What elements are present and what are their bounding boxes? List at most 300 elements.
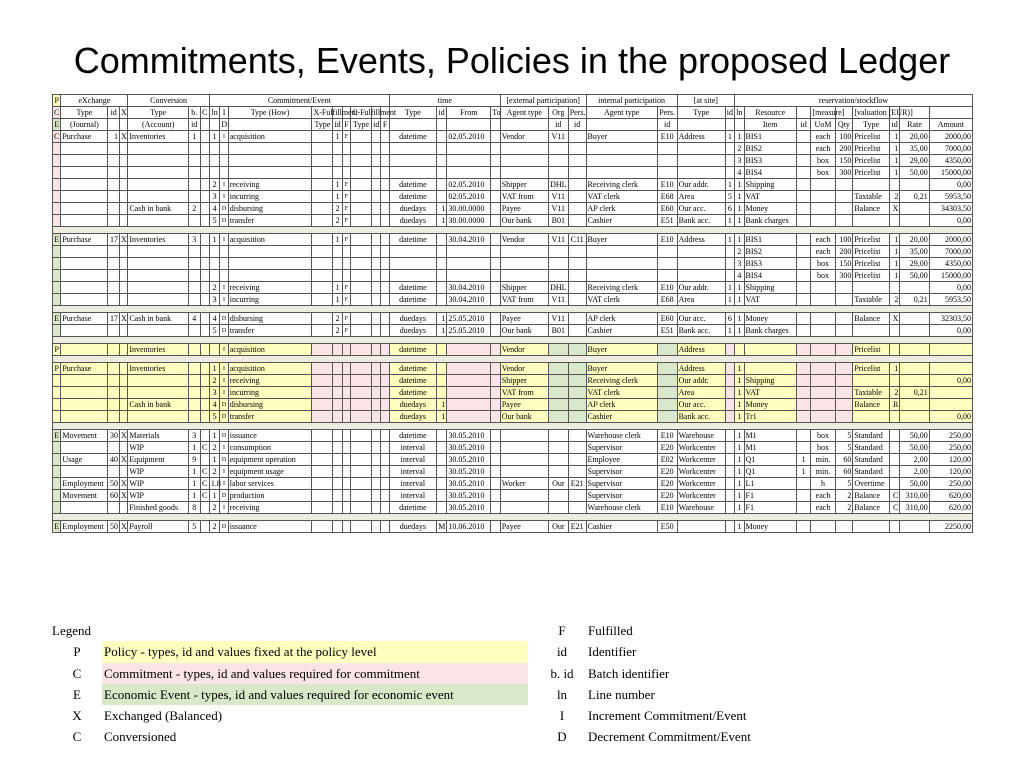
table-cell: VAT [744,294,796,306]
table-cell [312,387,333,399]
legend [52,620,532,748]
table-cell: Money [744,313,796,325]
legend-text: Economic Event - types, id and values required for economic event [102,684,528,705]
table-cell [381,131,389,143]
table-cell [312,430,333,442]
table-cell [796,325,811,337]
table-cell [312,270,333,282]
table-cell [835,387,853,399]
table-cell: 5953,50 [929,294,972,306]
table-cell: Payee [500,203,548,215]
table-cell [811,387,835,399]
table-cell: datetime [389,502,436,514]
table-cell: Purchase [61,234,108,246]
table-cell [796,179,811,191]
table-cell [312,155,333,167]
table-cell [200,363,209,375]
table-cell: 15000,00 [929,167,972,179]
table-cell [200,344,209,356]
table-cell: Cash in bank [128,399,189,411]
table-cell [189,399,201,411]
table-cell: 1 [725,179,734,191]
header-cell: X-Fulfillment [313,107,358,117]
table-cell: 30.00.0000 [447,203,491,215]
table-cell: Money [744,203,796,215]
table-cell: 30.05.2010 [447,466,491,478]
table-cell [796,167,811,179]
table-cell [657,375,677,387]
table-cell [677,167,725,179]
table-cell [351,258,372,270]
table-cell [333,387,342,399]
table-row [53,454,973,466]
table-cell [372,313,381,325]
table-cell [200,215,209,227]
table-cell [548,258,568,270]
table-cell: D [220,430,228,442]
table-cell [372,344,381,356]
table-cell: Movement [61,490,108,502]
table-cell: Our acc. [677,313,725,325]
table-cell: Employment [61,478,108,490]
table-cell [342,466,350,478]
ledger-table [52,94,973,533]
legend-key: E [73,686,81,702]
table-cell: 1 [735,490,744,502]
table-cell [209,270,219,282]
table-cell [200,375,209,387]
table-cell: P [54,344,59,354]
header-cell: ln [209,107,219,119]
table-cell: 310,00 [900,490,929,502]
table-cell [811,294,835,306]
table-cell: duedays [389,325,436,337]
table-cell: datetime [389,131,436,143]
table-cell [853,282,890,294]
table-cell [900,375,929,387]
table-cell [389,270,436,282]
table-cell: 60 [835,454,853,466]
header-cell: UoM [811,119,835,131]
table-cell [342,155,350,167]
table-cell [436,143,446,155]
table-cell [189,258,201,270]
header-cell: id [726,107,734,117]
table-cell: consumption [228,442,312,454]
table-cell: Employee [586,454,657,466]
table-cell: E68 [657,191,677,203]
table-cell [900,521,929,533]
table-cell [351,521,372,533]
table-cell [342,246,350,258]
table-cell: I [220,502,228,514]
table-cell [342,143,350,155]
header-cell [796,107,811,119]
legend-item [540,705,790,726]
table-cell [189,155,201,167]
table-cell: WIP [128,490,189,502]
header-cell: Type [128,107,189,119]
table-cell [491,490,500,502]
table-cell [796,155,811,167]
table-cell: C [889,502,899,514]
table-cell [835,215,853,227]
table-cell [312,203,333,215]
table-cell [119,179,127,191]
table-cell: 1 [189,466,201,478]
table-cell [372,234,381,246]
table-cell [53,375,61,387]
table-cell: VAT [744,387,796,399]
table-cell [351,155,372,167]
table-cell [796,375,811,387]
table-cell [568,375,586,387]
table-cell [351,478,372,490]
table-cell [119,282,127,294]
table-cell: 0,00 [929,282,972,294]
header-cell [586,119,657,131]
header-cell: Type [389,107,436,119]
table-cell [568,131,586,143]
table-cell: 30.04.2010 [447,234,491,246]
table-cell [119,191,127,203]
table-cell: Bank charges [744,325,796,337]
table-cell: Workcenter [677,490,725,502]
table-cell [389,258,436,270]
table-cell [725,411,734,423]
header-cell [228,119,312,131]
table-cell: I [220,234,228,246]
table-cell: 2 [889,387,899,399]
table-cell [796,399,811,411]
table-cell: 4 [735,167,744,179]
table-cell [200,282,209,294]
table-cell: 100 [835,234,853,246]
table-cell [725,442,734,454]
table-cell [189,363,201,375]
table-cell [312,363,333,375]
table-cell: 1 [725,282,734,294]
table-cell: Receiving clerk [586,179,657,191]
table-cell: F1 [744,502,796,514]
table-cell [568,430,586,442]
table-cell: each [811,502,835,514]
table-cell: I [220,294,228,306]
table-cell [548,466,568,478]
table-cell: 2 [735,143,744,155]
table-cell [53,442,61,454]
table-cell [796,282,811,294]
table-cell: 0,21 [900,191,929,203]
table-cell: Warehouse clerk [586,430,657,442]
table-cell [568,282,586,294]
table-cell [796,294,811,306]
table-cell [889,325,899,337]
table-cell [491,179,500,191]
table-cell: E20 [657,466,677,478]
table-cell [128,167,189,179]
table-cell: Shipping [744,375,796,387]
header-cell: Resource [744,107,796,119]
table-cell: 1 [889,258,899,270]
header-cell: id [189,119,201,131]
table-cell: 60 [835,466,853,478]
table-cell: F [342,179,350,191]
table-cell [220,246,228,258]
table-cell [900,215,929,227]
table-cell: Inventories [128,131,189,143]
table-cell: 2 [209,442,219,454]
table-cell: 6 [725,203,734,215]
table-cell: 6 [725,313,734,325]
table-cell: 50,00 [900,478,929,490]
legend-key: b. id [550,665,574,681]
table-cell [796,502,811,514]
header-cell: From [447,107,491,119]
table-row [53,167,973,179]
table-cell: 200 [835,246,853,258]
table-cell: 0,21 [900,294,929,306]
table-cell [500,155,548,167]
table-cell [568,143,586,155]
table-cell: box [811,258,835,270]
table-cell: Payee [500,521,548,533]
table-cell [811,313,835,325]
table-cell [568,502,586,514]
table-cell: E [54,234,60,244]
legend-key: P [73,644,81,660]
table-cell [342,375,350,387]
table-cell [53,143,61,155]
table-cell: E10 [657,131,677,143]
table-cell: 4 [209,203,219,215]
table-cell: duedays [389,313,436,325]
table-cell: 1 [735,131,744,143]
legend-text: Commitment - types, id and values required for commitment [102,663,528,684]
table-cell: Address [677,131,725,143]
table-cell [189,191,201,203]
table-cell: 2,00 [900,466,929,478]
table-cell: Our acc. [677,203,725,215]
table-cell [548,411,568,423]
table-cell: Finished goods [128,502,189,514]
table-cell [548,143,568,155]
table-cell [568,399,586,411]
table-cell: Balance [853,502,890,514]
table-cell: F [342,294,350,306]
table-cell: disbursing [228,203,312,215]
table-cell [491,155,500,167]
table-cell: 1 [735,325,744,337]
table-cell [796,270,811,282]
table-cell: D [220,313,228,325]
table-cell [119,363,127,375]
table-cell: Workcenter [677,454,725,466]
table-cell: 2 [889,294,899,306]
table-cell [381,143,389,155]
table-cell [929,363,972,375]
table-cell [108,387,120,399]
header-row [53,107,973,119]
table-cell [725,466,734,478]
table-cell: E [54,430,60,440]
table-cell: Payee [500,313,548,325]
table-cell: each [811,131,835,143]
table-cell [53,246,61,258]
table-cell [108,203,120,215]
table-cell: E20 [657,490,677,502]
table-cell [889,411,899,423]
table-cell: 30.05.2010 [447,478,491,490]
table-cell [500,490,548,502]
separator-cell [53,423,973,430]
table-cell [436,167,446,179]
table-cell: 1 [725,131,734,143]
table-cell [436,131,446,143]
table-cell: X [120,454,127,464]
table-cell: 1 [189,478,201,490]
table-cell [835,363,853,375]
header-cell [200,119,209,131]
table-cell: 7000,00 [929,143,972,155]
table-cell: VAT from [500,387,548,399]
table-cell [796,246,811,258]
table-cell: E10 [657,179,677,191]
table-cell: Supervisor [586,478,657,490]
table-cell [372,454,381,466]
legend-text: Exchanged (Balanced) [104,708,223,724]
table-cell: AP clerk [586,313,657,325]
legend-text: Line number [588,686,655,702]
table-cell: BIS2 [744,246,796,258]
separator-row [53,227,973,234]
table-cell: 30.00.0000 [447,215,491,227]
table-cell: 25.05.2010 [447,313,491,325]
table-cell [61,167,108,179]
table-cell [725,363,734,375]
table-cell [351,363,372,375]
table-cell: box [811,430,835,442]
table-cell: V11 [548,294,568,306]
table-cell: 1 [889,234,899,246]
table-cell [53,466,61,478]
table-cell [128,246,189,258]
table-cell [447,399,491,411]
table-cell: BIS4 [744,270,796,282]
table-cell: 1 [333,294,342,306]
table-cell [725,454,734,466]
table-cell: 620,00 [929,502,972,514]
table-cell [372,490,381,502]
table-cell [491,191,500,203]
legend-key: id [556,644,568,660]
table-cell [372,131,381,143]
table-cell [61,215,108,227]
table-cell: 1 [735,478,744,490]
table-cell: D [220,490,228,502]
table-row [53,399,973,411]
table-cell: 02.05.2010 [447,131,491,143]
table-cell: datetime [389,191,436,203]
table-cell: Buyer [586,131,657,143]
table-cell [53,454,61,466]
table-cell [351,215,372,227]
table-cell [491,215,500,227]
table-cell [209,167,219,179]
table-cell: X [889,313,899,325]
table-cell: 1 [735,363,744,375]
table-cell [351,270,372,282]
table-cell: Standard [853,442,890,454]
table-cell [200,430,209,442]
table-cell [342,270,350,282]
table-cell [228,155,312,167]
table-cell [200,399,209,411]
table-cell [209,258,219,270]
legend-item [52,726,532,747]
table-cell: Overtime [853,478,890,490]
table-cell: 2000,00 [929,131,972,143]
table-cell [53,155,61,167]
table-cell [725,155,734,167]
table-cell: Area [677,294,725,306]
table-cell: VAT from [500,294,548,306]
table-cell [853,179,890,191]
table-cell: 8 [189,502,201,514]
table-cell: interval [389,490,436,502]
table-cell [228,258,312,270]
table-cell: 3 [189,430,201,442]
table-cell [568,344,586,356]
table-cell [835,344,853,356]
table-cell [586,258,657,270]
table-cell [312,521,333,533]
table-cell [108,258,120,270]
table-cell: 0,00 [929,179,972,191]
header-cell: Pers. [569,107,586,117]
table-cell: 2 [209,179,219,191]
table-cell: F1 [744,490,796,502]
legend-text: Batch identifier [588,665,670,681]
table-cell [568,490,586,502]
table-cell: Our acc. [677,399,725,411]
table-cell: E68 [657,294,677,306]
table-cell [108,143,120,155]
table-cell: box [811,155,835,167]
table-cell [447,167,491,179]
table-cell: receiving [228,375,312,387]
table-cell: 250,00 [929,478,972,490]
table-row [53,478,973,490]
table-cell [189,325,201,337]
table-cell: Worker [500,478,548,490]
table-cell [568,258,586,270]
table-cell: E20 [657,478,677,490]
table-cell: X [889,203,899,215]
table-cell [372,203,381,215]
table-cell: F [342,234,350,246]
table-cell: WIP [128,466,189,478]
table-cell: incurring [228,387,312,399]
table-cell: I [220,375,228,387]
table-row [53,215,973,227]
table-cell: 9 [189,454,201,466]
table-cell [61,502,108,514]
table-cell [436,466,446,478]
table-cell [189,143,201,155]
table-cell: 25.05.2010 [447,325,491,337]
table-row [53,155,973,167]
